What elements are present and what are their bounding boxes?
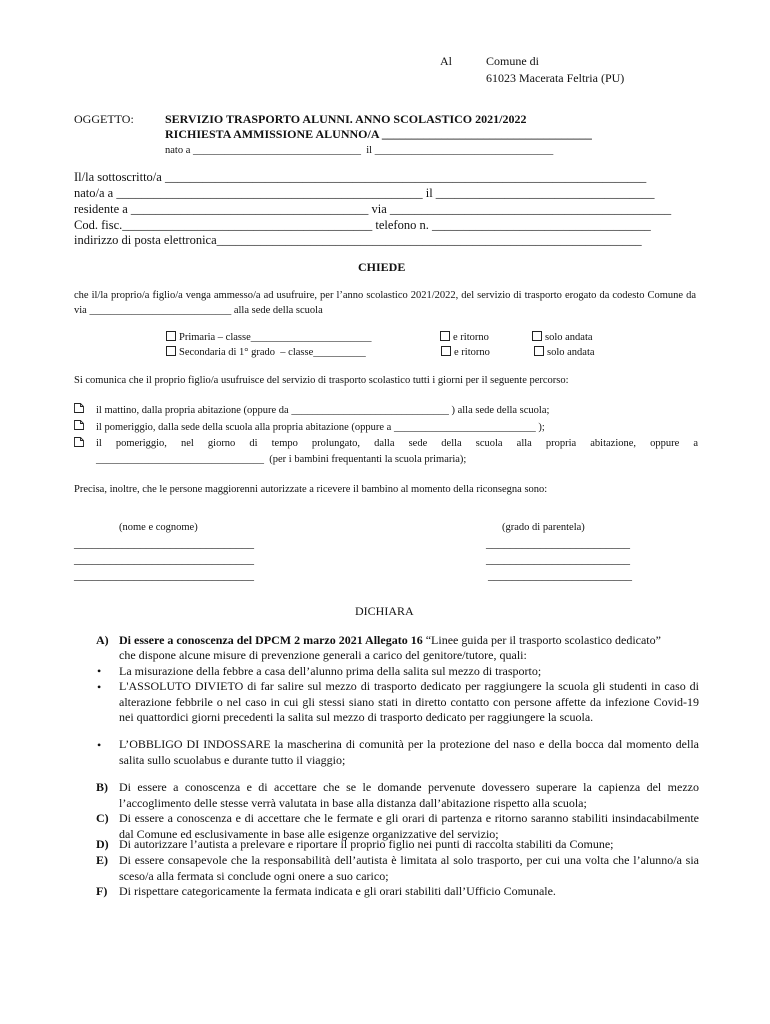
chiede-text: che il/la proprio/a figlio/a venga ammesso/a ad usufruire, per l’anno scolastico 2021/2022, del servizio di trasporto erogato da codesto Comune da via ___________________________ alla sede della scuola <box>74 290 696 316</box>
dichiara-a-line-2: che dispone alcune misure di prevenzione generali a carico del genitore/tutore, quali: <box>119 648 527 662</box>
dichiara-c-label: C) <box>96 811 109 825</box>
secondaria-andata-checkbox[interactable] <box>534 346 544 356</box>
recipient-line-2: 61023 Macerata Feltria (PU) <box>486 71 625 85</box>
option-secondaria-label: Secondaria di 1° grado – classe__________ <box>179 347 366 358</box>
secondaria-checkbox[interactable] <box>166 346 176 356</box>
chiede-title: CHIEDE <box>358 260 406 274</box>
primaria-andata-checkbox[interactable] <box>532 331 542 341</box>
dichiara-b-label: B) <box>96 780 108 794</box>
bullet-dot: • <box>97 738 102 752</box>
primaria-andata-label: solo andata <box>545 332 593 343</box>
dichiara-title: DICHIARA <box>355 604 414 618</box>
dichiara-c-text: Di essere a conoscenza e di accettare che le fermate e gli orari di partenza e ritorno saranno stabiliti insindacabilmente dal Comune ed esclusivamente in base alle esigenze organizzative del servizio; <box>119 811 699 841</box>
option-secondaria <box>166 345 366 360</box>
oggetto-label: OGGETTO: <box>74 112 134 126</box>
percorso-item-2 <box>74 420 545 435</box>
field-residente: residente a ______________________________________ via _____________________________________________ <box>74 202 672 216</box>
oggetto-richiesta: RICHIESTA AMMISSIONE ALUNNO/A ___________________________________ <box>165 127 592 141</box>
bullet-1-text: La misurazione della febbre a casa dell’alunno prima della salita sul mezzo di trasporto; <box>119 664 542 678</box>
dichiara-e-text: Di essere consapevole che la responsabilità dell’autista è limitata al solo trasporto, per cui una volta che l’alunno/a sia sceso/a alla fermata si conclude ogni onere a suo carico; <box>119 853 699 883</box>
percorso-item-1 <box>74 403 549 418</box>
folded-page-icon[interactable] <box>74 420 84 430</box>
dichiara-b-text: Di essere a conoscenza e di accettare che se le domande pervenute dovessero superare la capienza del mezzo l’accoglimento delle stesse verrà valutata in base alla distanza dall’abitazione rispetto alla scuola; <box>119 780 699 810</box>
bullet-3-text: L’OBBLIGO DI INDOSSARE la mascherina di comunità per la protezione del naso e della bocca dal momento della salita sullo scuolabus e durante tutto il viaggio; <box>119 737 699 767</box>
dichiara-a-label: A) <box>96 633 109 647</box>
folded-page-icon[interactable] <box>74 437 84 447</box>
primaria-ritorno-checkbox[interactable] <box>440 331 450 341</box>
field-codice-fiscale: Cod. fisc.________________________________________ telefono n. ___________________________________ <box>74 218 651 232</box>
dichiara-f-text: Di rispettare categoricamente la fermata indicata e gli orari stabiliti dall’Ufficio Comunale. <box>119 884 556 898</box>
persona-2-parentela-line[interactable]: ________________________ <box>486 552 630 566</box>
bullet-dot: • <box>97 664 102 678</box>
persona-3-nome-line[interactable]: ______________________________ <box>74 568 254 582</box>
secondaria-ritorno-checkbox[interactable] <box>441 346 451 356</box>
dichiara-a-bold: Di essere a conoscenza del DPCM 2 marzo 2021 Allegato 16 <box>119 633 423 647</box>
field-email: indirizzo di posta elettronica____________________________________________________________________ <box>74 233 642 247</box>
persona-3-parentela-line[interactable]: ________________________ <box>488 568 632 582</box>
dichiara-e-label: E) <box>96 853 108 867</box>
secondaria-andata-label: solo andata <box>547 347 595 358</box>
option-secondaria-andata <box>534 345 595 360</box>
dichiara-a-line-1 <box>119 633 661 648</box>
recipient-prefix: Al <box>440 54 452 68</box>
percorso-item-3-line-1: il pomeriggio, nel giorno di tempo prolungato, dalla sede della scuola alla propria abitazione, oppure a <box>96 438 698 449</box>
col-nome-cognome: (nome e cognome) <box>119 522 198 533</box>
dichiara-d-text: Di autorizzare l’autista a prelevare e riportare il proprio figlio nei punti di raccolta stabiliti da Comune; <box>119 837 614 851</box>
dichiara-f-label: F) <box>96 884 108 898</box>
field-sottoscritto: Il/la sottoscritto/a _____________________________________________________________________________ <box>74 170 647 184</box>
persona-1-nome-line[interactable]: ______________________________ <box>74 536 254 550</box>
field-nato: nato/a a _________________________________________________ il ___________________________________ <box>74 186 655 200</box>
oggetto-nato: nato a ________________________________ il __________________________________ <box>165 145 554 156</box>
percorso-item-2-text: il pomeriggio, dalla sede della scuola alla propria abitazione (oppure a ___________________________ ); <box>96 422 545 433</box>
option-primaria-andata <box>532 330 593 345</box>
primaria-checkbox[interactable] <box>166 331 176 341</box>
col-grado-parentela: (grado di parentela) <box>502 522 585 533</box>
option-primaria-label: Primaria – classe_______________________ <box>179 332 372 343</box>
percorso-intro: Si comunica che il proprio figlio/a usufruisce del servizio di trasporto scolastico tutti i giorni per il seguente percorso: <box>74 375 569 386</box>
persona-1-parentela-line[interactable]: ________________________ <box>486 536 630 550</box>
secondaria-ritorno-label: e ritorno <box>454 347 490 358</box>
folded-page-icon[interactable] <box>74 403 84 413</box>
option-secondaria-ritorno <box>441 345 490 360</box>
option-primaria <box>166 330 371 345</box>
option-primaria-ritorno <box>440 330 489 345</box>
dichiara-d-label: D) <box>96 837 109 851</box>
persone-intro: Precisa, inoltre, che le persone maggiorenni autorizzate a ricevere il bambino al momento della riconsegna sono: <box>74 484 548 495</box>
percorso-item-3-line-2: ________________________________ (per i bambini frequentanti la scuola primaria); <box>96 454 467 465</box>
percorso-item-3 <box>74 437 84 452</box>
bullet-dot: • <box>97 680 102 694</box>
persona-2-nome-line[interactable]: ______________________________ <box>74 552 254 566</box>
percorso-item-1-text: il mattino, dalla propria abitazione (oppure da ______________________________ ) alla sede della scuola; <box>96 405 550 416</box>
recipient-line-1: Comune di <box>486 54 539 68</box>
bullet-2-text: L'ASSOLUTO DIVIETO di far salire sul mezzo di trasporto dedicato per raggiungere la scuola gli studenti in caso di alterazione febbrile o nel caso in cui gli stessi siano stati in diretto contatto con persone affette da infezione Covid-19 nei quattordici giorni precedenti la salita sul mezzo di trasporto dedicato per raggiungere la scuola. <box>119 679 699 724</box>
dichiara-a-rest: “Linee guida per il trasporto scolastico dedicato” <box>422 633 661 647</box>
oggetto-title: SERVIZIO TRASPORTO ALUNNI. ANNO SCOLASTICO 2021/2022 <box>165 112 527 126</box>
primaria-ritorno-label: e ritorno <box>453 332 489 343</box>
